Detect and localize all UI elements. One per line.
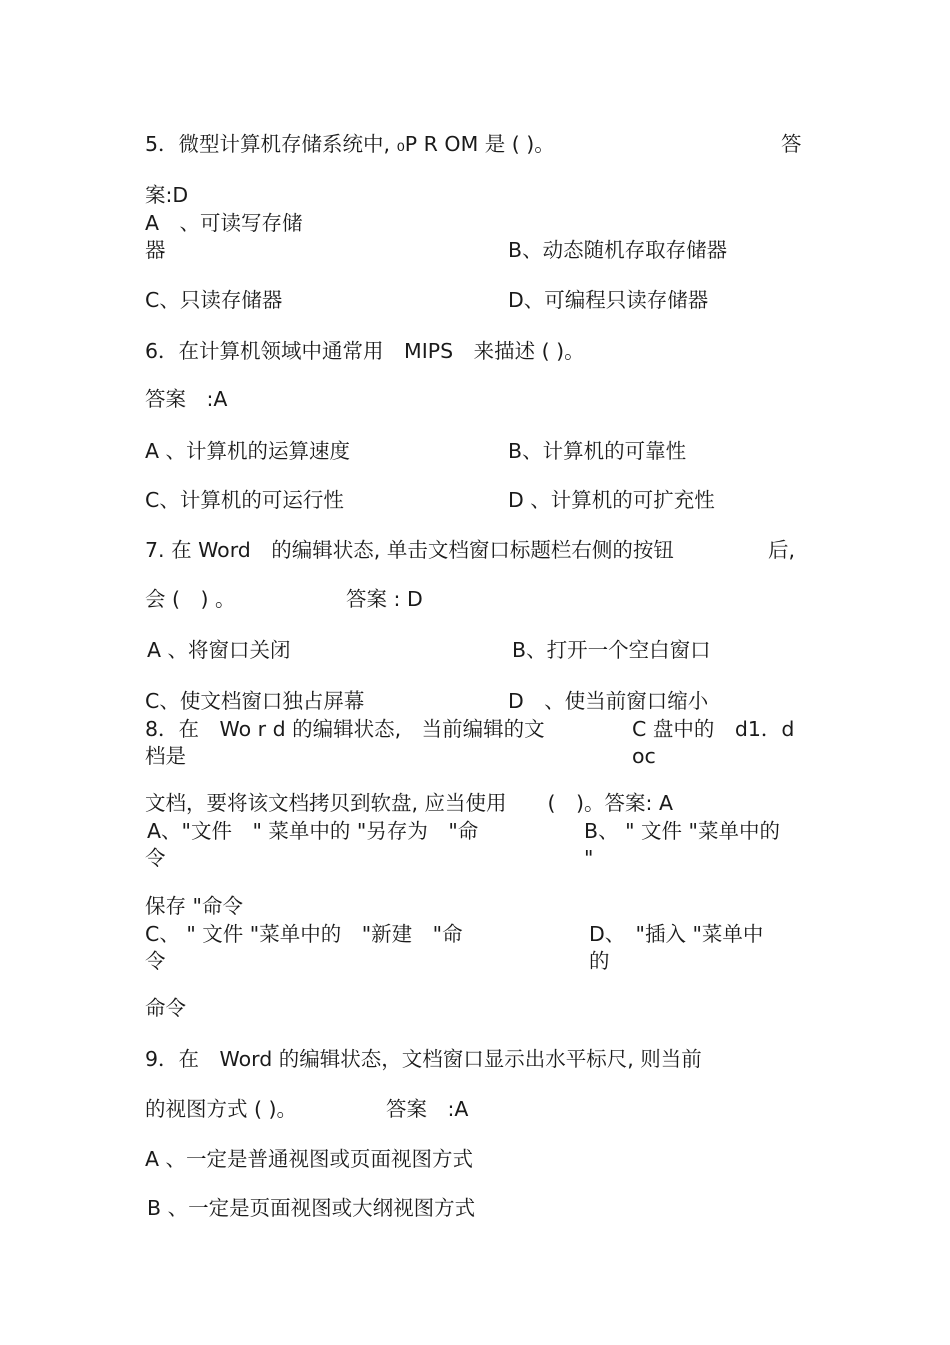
q8-option-b-line1: B、 " 文件 "菜单中的 [584, 819, 780, 843]
q8-stem-left-line2: 档是 [145, 744, 186, 768]
q7-answer: 答案 : D [346, 587, 423, 611]
q5-option-a-line2: 器 [145, 238, 166, 262]
q8-option-b-line3: 保存 "命令 [145, 894, 243, 918]
q8-option-d-line3: 命令 [145, 996, 186, 1020]
q5-option-a-line1: A 、可读写存储 [145, 211, 303, 235]
q8-option-b-line2: " [584, 846, 594, 870]
q5-answer-part1: 答 [781, 132, 802, 156]
q6-option-b: B、计算机的可靠性 [508, 439, 687, 463]
q6-answer: 答案 :A [145, 387, 228, 411]
q8-stem-right-line1: C 盘中的 d1．d [632, 717, 795, 741]
q9-option-a: A 、一定是普通视图或页面视图方式 [145, 1147, 474, 1171]
q7-stem-line1: 7. 在 Word 的编辑状态, 单击文档窗口标题栏右侧的按钮 [145, 538, 674, 562]
q8-option-d-line1: D、 "插入 "菜单中 [589, 922, 764, 946]
q6-stem: 6．在计算机领域中通常用 MIPS 来描述 ( )。 [145, 339, 585, 363]
q7-option-d: D 、使当前窗口缩小 [508, 689, 709, 713]
q8-stem-line3: 文档，要将该文档拷贝到软盘, 应当使用 ( )。答案: A [145, 791, 673, 815]
q6-option-a: A 、计算机的运算速度 [145, 439, 351, 463]
q7-option-a: A 、将窗口关闭 [147, 638, 291, 662]
q9-stem-line2: 的视图方式 ( )。 [145, 1097, 298, 1121]
q9-stem-line1: 9．在 Word 的编辑状态，文档窗口显示出水平标尺, 则当前 [145, 1047, 702, 1071]
q7-stem-line1-end: 后, [768, 538, 796, 562]
q6-option-c: C、计算机的可运行性 [145, 488, 344, 512]
q9-answer: 答案 :A [386, 1097, 469, 1121]
q5-stem: 5．微型计算机存储系统中, ₀P R OM 是 ( )。 [145, 132, 555, 156]
q7-option-c: C、使文档窗口独占屏幕 [145, 689, 365, 713]
q8-option-d-line2: 的 [589, 949, 610, 973]
q7-stem-line2: 会 ( ) 。 [145, 587, 236, 611]
q7-option-b: B、打开一个空白窗口 [512, 638, 711, 662]
q5-option-c: C、只读存储器 [145, 288, 283, 312]
q6-option-d: D 、计算机的可扩充性 [508, 488, 715, 512]
q8-stem-right-line2: oc [632, 744, 656, 768]
q8-option-a-line2: 令 [145, 846, 166, 870]
q8-option-c-line2: 令 [145, 949, 166, 973]
q8-option-c-line1: C、 " 文件 "菜单中的 "新建 "命 [145, 922, 463, 946]
q5-option-d: D、可编程只读存储器 [508, 288, 709, 312]
q8-option-a-line1: A、"文件 " 菜单中的 "另存为 "命 [147, 819, 479, 843]
q9-option-b: B 、一定是页面视图或大纲视图方式 [147, 1196, 476, 1220]
q8-stem-left-line1: 8．在 Wo r d 的编辑状态, 当前编辑的文 [145, 717, 545, 741]
q5-option-b: B、动态随机存取存储器 [508, 238, 728, 262]
q5-answer-part2: 案:D [145, 183, 189, 207]
